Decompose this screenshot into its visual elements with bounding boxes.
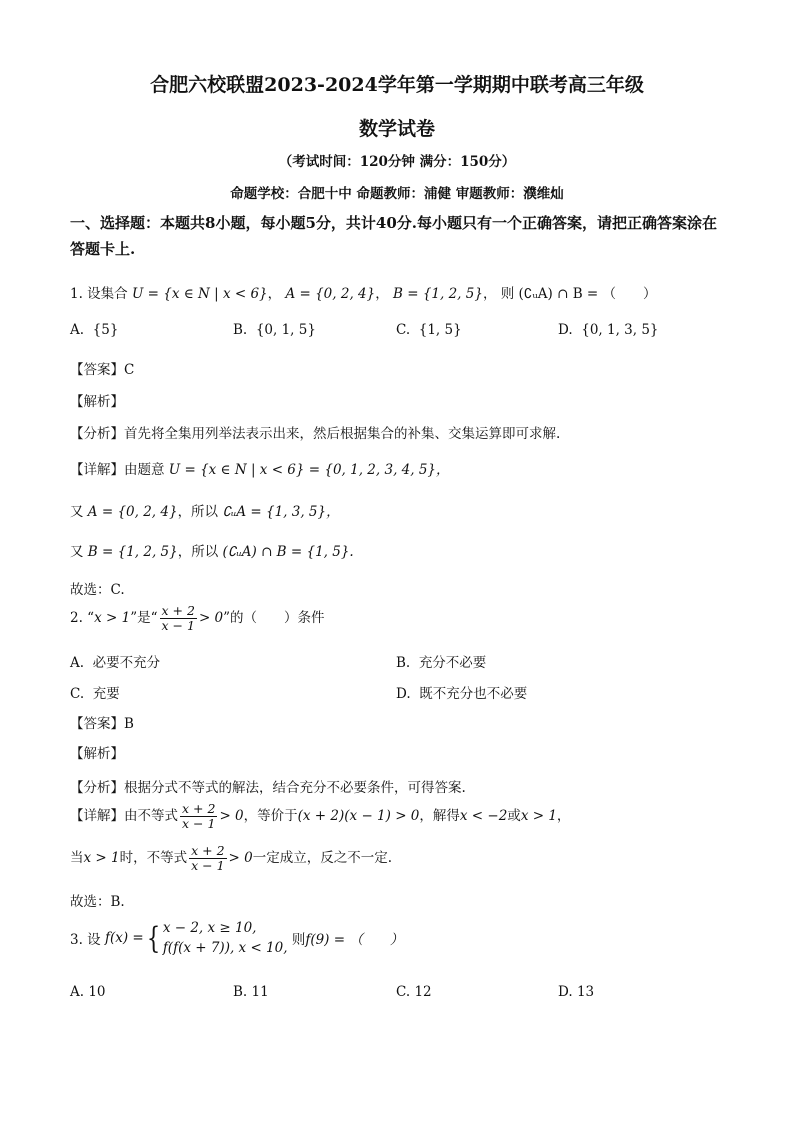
section-heading: 一、选择题：本题共8小题，每小题5分，共计40分.每小题只有一个正确答案，请把正确答案涂在答题卡上. <box>70 214 717 258</box>
question-2: 2. “x > 1”是“ $\frac{x + 2}{x - 1}$ > 0”的（ ）条件 <box>70 603 325 633</box>
q2-option-c: C. 充要 <box>70 686 120 702</box>
q1-number: 1. 设集合 <box>70 286 128 302</box>
q2-fraction: $\frac{x + 2}{x - 1}$ <box>161 603 195 633</box>
q1-set-u: U = {x ∈ N | x < 6} <box>131 286 268 302</box>
q2-detail: 【详解】由不等式 $\frac{x + 2}{x - 1}$ > 0，等价于(x + 2)(x − 1) > 0，解得x < −2或x > 1， <box>70 801 571 831</box>
q1-set-a: A = {0, 2, 4} <box>285 286 376 302</box>
q2-answer: 【答案】B <box>70 716 134 732</box>
exam-info: （考试时间：120分钟 满分：150分） <box>278 154 516 170</box>
q3-option-c: C. 12 <box>396 984 432 1000</box>
q2-analysis-label: 【解析】 <box>70 746 124 762</box>
q3-piecewise: x − 2, x ≥ 10, f(f(x + 7)), x < 10, <box>162 920 288 956</box>
question-1: 1. 设集合 U = {x ∈ N | x < 6}， A = {0, 2, 4}， B = {1, 2, 5}， 则 (∁ᵤA) ∩ B = （ ） <box>70 286 657 302</box>
q1-option-a: A. {5} <box>70 322 119 338</box>
piecewise-brace: { <box>146 920 160 956</box>
q1-set-b: B = {1, 2, 5} <box>393 286 483 302</box>
q1-step-2: 又 A = {0, 2, 4}，所以 ∁ᵤA = {1, 3, 5}， <box>70 504 340 520</box>
q1-choose: 故选：C. <box>70 582 125 598</box>
q2-analyze: 【分析】根据分式不等式的解法，结合充分不必要条件，可得答案. <box>70 780 466 796</box>
q1-answer: 【答案】C <box>70 362 135 378</box>
q1-option-c: C. {1, 5} <box>396 322 462 338</box>
q1-ask: 则 (∁ᵤA) ∩ B = （ ） <box>500 286 657 302</box>
q1-analyze: 【分析】首先将全集用列举法表示出来，然后根据集合的补集、交集运算即可求解. <box>70 426 561 442</box>
question-3: 3. 设 f(x) ={ x − 2, x ≥ 10, f(f(x + 7)), x < 10, 则f(9) = （ ） <box>70 920 404 956</box>
q2-option-b: B. 充分不必要 <box>396 655 487 671</box>
q1-option-b: B. {0, 1, 5} <box>233 322 316 338</box>
exam-subject: 数学试卷 <box>358 118 435 140</box>
exam-authors: 命题学校：合肥十中 命题教师：浦健 审题教师：濮维灿 <box>230 186 564 202</box>
q1-detail: 【详解】由题意 U = {x ∈ N | x < 6} = {0, 1, 2, 3, 4, 5}， <box>70 462 450 478</box>
q1-option-d: D. {0, 1, 3, 5} <box>558 322 659 338</box>
q3-option-d: D. 13 <box>558 984 595 1000</box>
q3-option-a: A. 10 <box>70 984 106 1000</box>
q2-option-d: D. 既不充分也不必要 <box>396 686 528 702</box>
q1-analysis-label: 【解析】 <box>70 394 124 410</box>
q1-step-3: 又 B = {1, 2, 5}，所以 (∁ᵤA) ∩ B = {1, 5}. <box>70 544 354 560</box>
q2-option-a: A. 必要不充分 <box>70 655 161 671</box>
exam-title: 合肥六校联盟2023-2024学年第一学期期中联考高三年级 <box>150 74 644 96</box>
q3-option-b: B. 11 <box>233 984 269 1000</box>
q2-detail-2: 当x > 1时，不等式 $\frac{x + 2}{x - 1}$ > 0一定成立，反之不一定. <box>70 843 393 873</box>
q2-choose: 故选：B. <box>70 894 125 910</box>
